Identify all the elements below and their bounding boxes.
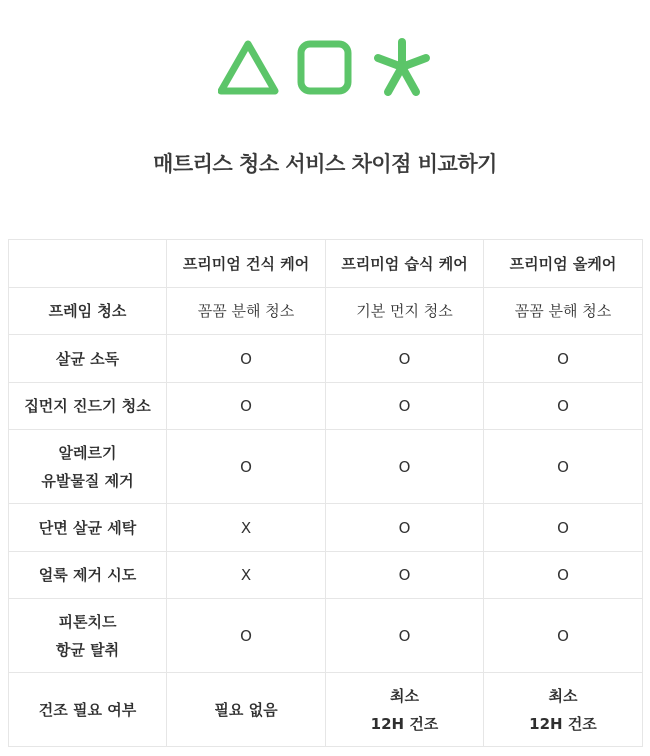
comparison-table [8, 239, 643, 747]
logo-mark [218, 38, 432, 98]
cell-text: O [557, 349, 569, 368]
table-cell [326, 504, 484, 552]
row-label [9, 673, 167, 747]
cell-text: O [557, 566, 569, 584]
table-header-row [9, 240, 643, 288]
table-cell [484, 383, 643, 430]
cell-text: O [240, 397, 252, 415]
row-label-text: 유발물질 제거 [41, 471, 134, 490]
table-cell [167, 504, 326, 552]
table-cell [167, 673, 326, 747]
comparison-table-wrapper [8, 239, 642, 747]
logo [0, 38, 650, 98]
header-empty-cell [9, 240, 167, 288]
header-dry-care: 프리미엄 건식 케어 [167, 240, 326, 288]
cell-text: O [398, 518, 411, 537]
row-label [9, 599, 167, 673]
row-label [9, 335, 167, 383]
cell-text: O [240, 626, 252, 645]
table-cell [326, 673, 484, 747]
table-row [9, 430, 643, 504]
table-cell [167, 552, 326, 599]
table-cell [484, 504, 643, 552]
table-cell [326, 335, 484, 383]
row-label-text: 피톤치드 [58, 612, 117, 631]
table-cell [484, 599, 643, 673]
table-cell [326, 599, 484, 673]
cell-text: 필요 없음 [214, 700, 278, 719]
row-label-text: 얼룩 제거 시도 [38, 566, 137, 584]
row-label-text: 프레임 청소 [48, 302, 127, 320]
cell-text: O [557, 518, 569, 537]
table-cell [326, 552, 484, 599]
table-row [9, 504, 643, 552]
cell-text: O [398, 626, 411, 645]
table-cell [167, 430, 326, 504]
table-row [9, 335, 643, 383]
table-row [9, 552, 643, 599]
row-label-text: 집먼지 진드기 청소 [24, 397, 151, 415]
cell-text: 12H 건조 [370, 714, 439, 733]
cell-text: 꼼꼼 분해 청소 [514, 302, 612, 320]
cell-text: O [398, 349, 411, 368]
cell-text: O [398, 457, 411, 476]
header-wet-care: 프리미엄 습식 케어 [326, 240, 484, 288]
table-cell [326, 383, 484, 430]
header-all-care: 프리미엄 올케어 [484, 240, 643, 288]
row-label-text: 단면 살균 세탁 [38, 518, 137, 537]
cell-text: O [557, 397, 569, 415]
cell-text: 12H 건조 [529, 714, 597, 733]
cell-text: O [240, 457, 252, 476]
row-label [9, 288, 167, 335]
table-cell [484, 430, 643, 504]
page-title: 매트리스 청소 서비스 차이점 비교하기 [153, 152, 497, 176]
table-row [9, 673, 643, 747]
table-cell [484, 552, 643, 599]
row-label-text: 건조 필요 여부 [38, 700, 137, 719]
table-cell [484, 335, 643, 383]
row-label-text: 항균 탈취 [55, 640, 120, 659]
table-cell [484, 288, 643, 335]
cell-text: 기본 먼지 청소 [356, 302, 453, 320]
cell-text: X [240, 518, 252, 537]
table-row [9, 383, 643, 430]
table-row [9, 288, 643, 335]
table-cell [167, 599, 326, 673]
row-label [9, 552, 167, 599]
square-icon [301, 44, 348, 91]
cell-text: O [398, 397, 411, 415]
cell-text: 최소 [548, 686, 578, 705]
row-label [9, 504, 167, 552]
cell-text: O [398, 566, 411, 584]
table-cell [167, 288, 326, 335]
table-cell [167, 335, 326, 383]
cell-text: O [557, 457, 569, 476]
cell-text: X [240, 566, 252, 584]
cell-text: O [240, 349, 252, 368]
asterisk-icon [378, 42, 426, 92]
table-cell [167, 383, 326, 430]
table-cell [326, 288, 484, 335]
row-label [9, 430, 167, 504]
table-cell [326, 430, 484, 504]
table-cell [484, 673, 643, 747]
row-label-text: 알레르기 [58, 443, 117, 462]
triangle-icon [221, 44, 275, 91]
row-label [9, 383, 167, 430]
cell-text: O [557, 626, 569, 645]
cell-text: 최소 [390, 686, 419, 705]
cell-text: 꼼꼼 분해 청소 [197, 302, 295, 320]
table-row [9, 599, 643, 673]
row-label-text: 살균 소독 [55, 349, 120, 368]
